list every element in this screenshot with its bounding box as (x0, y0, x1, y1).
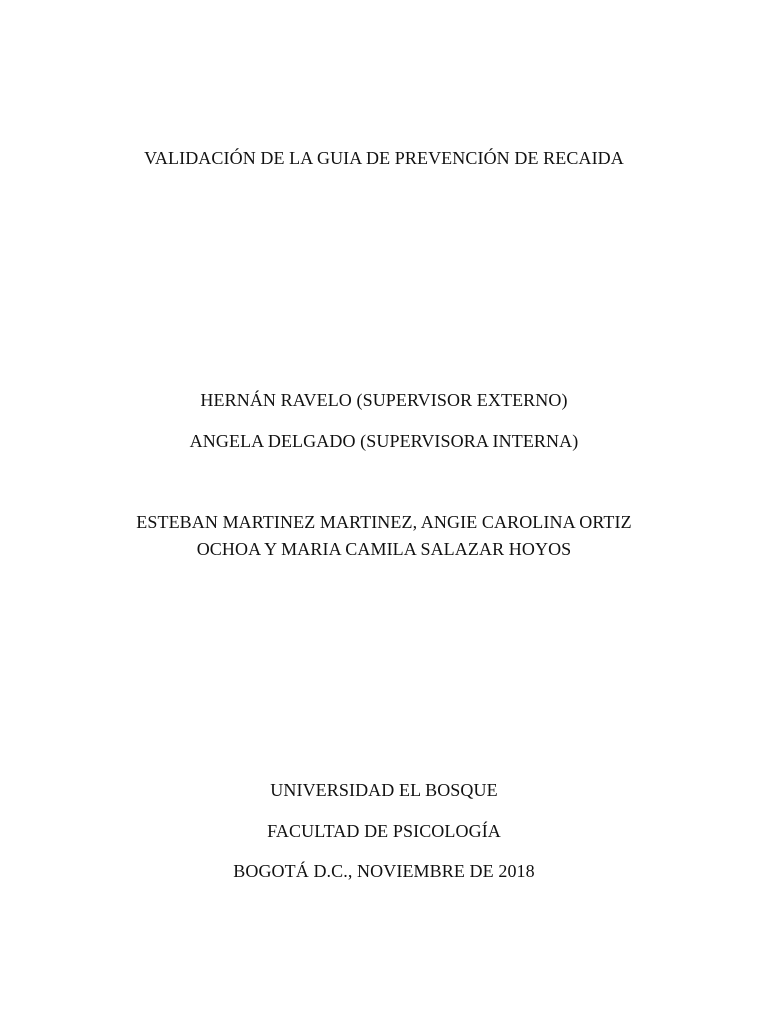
authors-line-1: ESTEBAN MARTINEZ MARTINEZ, ANGIE CAROLINA ORTIZ (136, 512, 632, 532)
university-name: UNIVERSIDAD EL BOSQUE (270, 780, 498, 800)
place-and-date: BOGOTÁ D.C., NOVIEMBRE DE 2018 (233, 861, 535, 881)
external-supervisor: HERNÁN RAVELO (SUPERVISOR EXTERNO) (200, 390, 568, 410)
document-title: VALIDACIÓN DE LA GUIA DE PREVENCIÓN DE RECAIDA (144, 148, 624, 168)
faculty-name: FACULTAD DE PSICOLOGÍA (267, 821, 501, 841)
authors-line-2: OCHOA Y MARIA CAMILA SALAZAR HOYOS (196, 539, 572, 559)
internal-supervisor: ANGELA DELGADO (SUPERVISORA INTERNA) (189, 431, 579, 451)
